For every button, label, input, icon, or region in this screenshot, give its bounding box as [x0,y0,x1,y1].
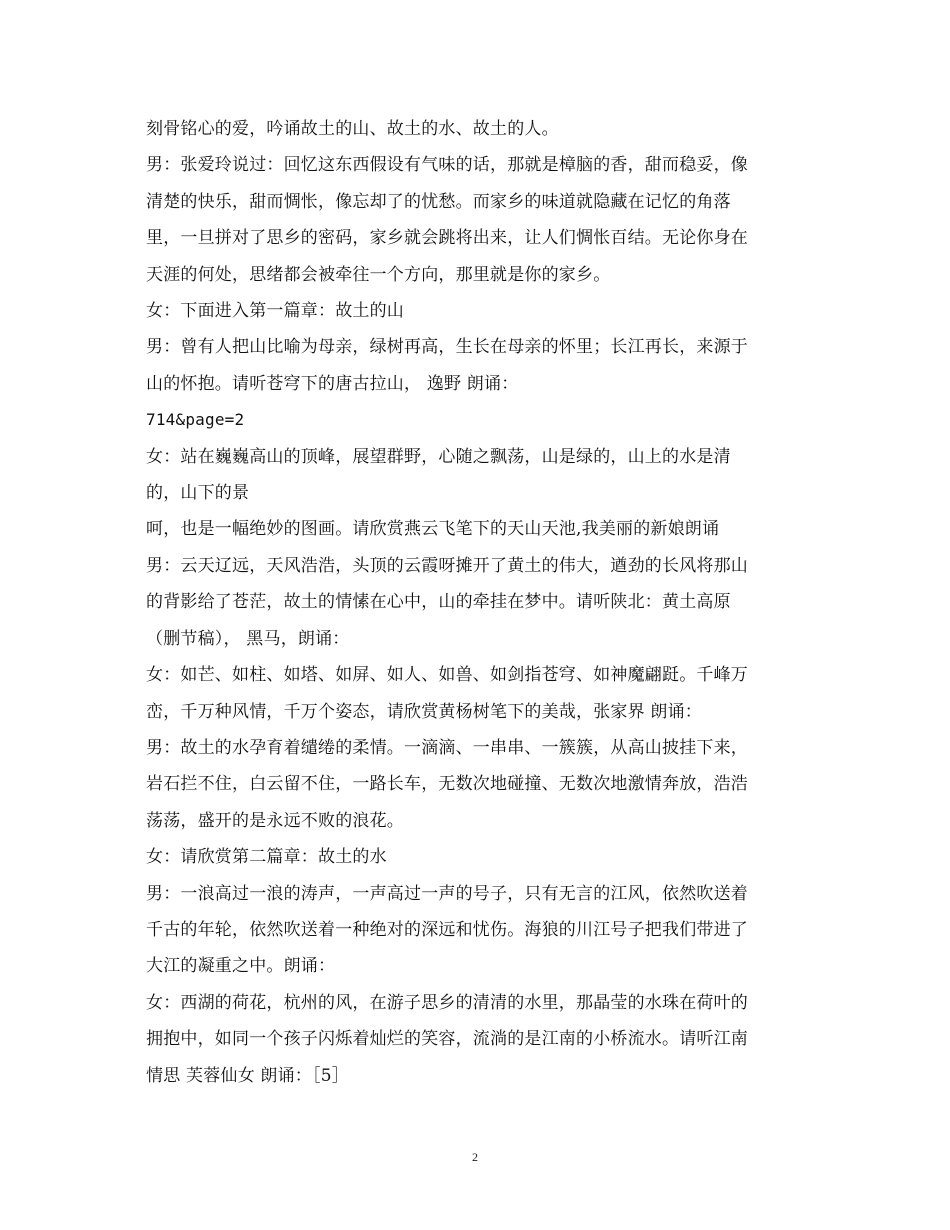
text-line: （删节稿）， 黑马，朗诵： [146,628,350,649]
paragraph-male-loess [146,548,808,657]
paragraph-female-peak [146,439,808,512]
paragraph-male-mountain-mother [146,329,808,402]
paragraph-male-water [146,730,808,839]
text-line: 的，山下的景 [146,483,250,504]
paragraph-url-fragment [146,402,808,438]
text-line: 大江的凝重之中。朗诵： [146,956,336,977]
paragraph-male-zhang-ailing [146,147,808,293]
paragraph-male-river-chant [146,876,808,985]
text-line: 男：云天辽远，天风浩浩，头顶的云霞呀摊开了黄土的伟大，遒劲的长风将那山 [146,555,748,576]
text-line: 刻骨铭心的爱，吟诵故土的山、故土的水、故土的人。 [146,119,559,139]
document-body [146,111,808,1094]
text-line: 的背影给了苍茫，故土的情愫在心中，山的牵挂在梦中。请听陕北：黄土高原 [146,592,731,613]
paragraph-female-zhangjiajie [146,657,808,730]
paragraph-intro-end [146,111,808,147]
text-line: 男：一浪高过一浪的涛声，一声高过一声的号子，只有无言的江风，依然吹送着 [146,883,748,904]
paragraph-female-chapter-one [146,293,808,329]
paragraph-female-west-lake [146,985,808,1094]
text-line: 岩石拦不住，白云留不住，一路长车，无数次地碰撞、无数次地激情奔放，浩浩 [146,774,748,795]
text-line: 女：西湖的荷花，杭州的风，在游子思乡的清清的水里，那晶莹的水珠在荷叶的 [146,992,748,1013]
text-line: 天涯的何处，思绪都会被牵往一个方向，那里就是你的家乡。 [146,264,611,285]
text-line: 女：下面进入第一篇章：故土的山 [146,301,404,322]
text-line: 情思 芙蓉仙女 朗诵：［5］ [146,1065,349,1086]
text-line: 里，一旦拼对了思乡的密码，家乡就会跳将出来，让人们惆怅百结。无论你身在 [146,228,748,249]
text-line: 拥抱中，如同一个孩子闪烁着灿烂的笑容，流淌的是江南的小桥流水。请听江南 [146,1029,748,1050]
text-line: 清楚的快乐，甜而惆怅，像忘却了的忧愁。而家乡的味道就隐藏在记忆的角落 [146,191,731,212]
text-line: 女：请欣赏第二篇章：故土的水 [146,847,387,868]
text-line: 男：曾有人把山比喻为母亲，绿树再高，生长在母亲的怀里；长江再长，来源于 [146,337,748,358]
text-line: 千古的年轮，依然吹送着一种绝对的深远和忧伤。海狼的川江号子把我们带进了 [146,919,748,940]
text-line: 山的怀抱。请听苍穹下的唐古拉山， 逸野 朗诵： [146,373,519,394]
text-line: 峦，千万种风情，千万个姿态，请欣赏黄杨树笔下的美哉，张家界 朗诵： [146,701,703,722]
text-line: 714&page=2 [146,410,245,430]
page-number: 2 [472,1150,478,1164]
text-line: 荡荡，盛开的是永远不败的浪花。 [146,810,404,831]
text-line: 呵，也是一幅绝妙的图画。请欣赏燕云飞笔下的天山天池,我美丽的新娘朗诵 [146,519,720,540]
paragraph-tianshan [146,511,808,547]
text-line: 女：站在巍巍高山的顶峰，展望群野，心随之飘荡，山是绿的，山上的水是清 [146,446,731,467]
text-line: 女：如芒、如柱、如塔、如屏、如人、如兽、如剑指苍穹、如神魔翩跹。千峰万 [146,665,748,686]
text-line: 男：张爱玲说过：回忆这东西假设有气味的话，那就是樟脑的香，甜而稳妥，像 [146,155,748,176]
text-line: 男：故土的水孕育着缱绻的柔情。一滴滴、一串串、一簇簇，从高山披挂下来， [146,737,748,758]
paragraph-female-chapter-two [146,839,808,875]
